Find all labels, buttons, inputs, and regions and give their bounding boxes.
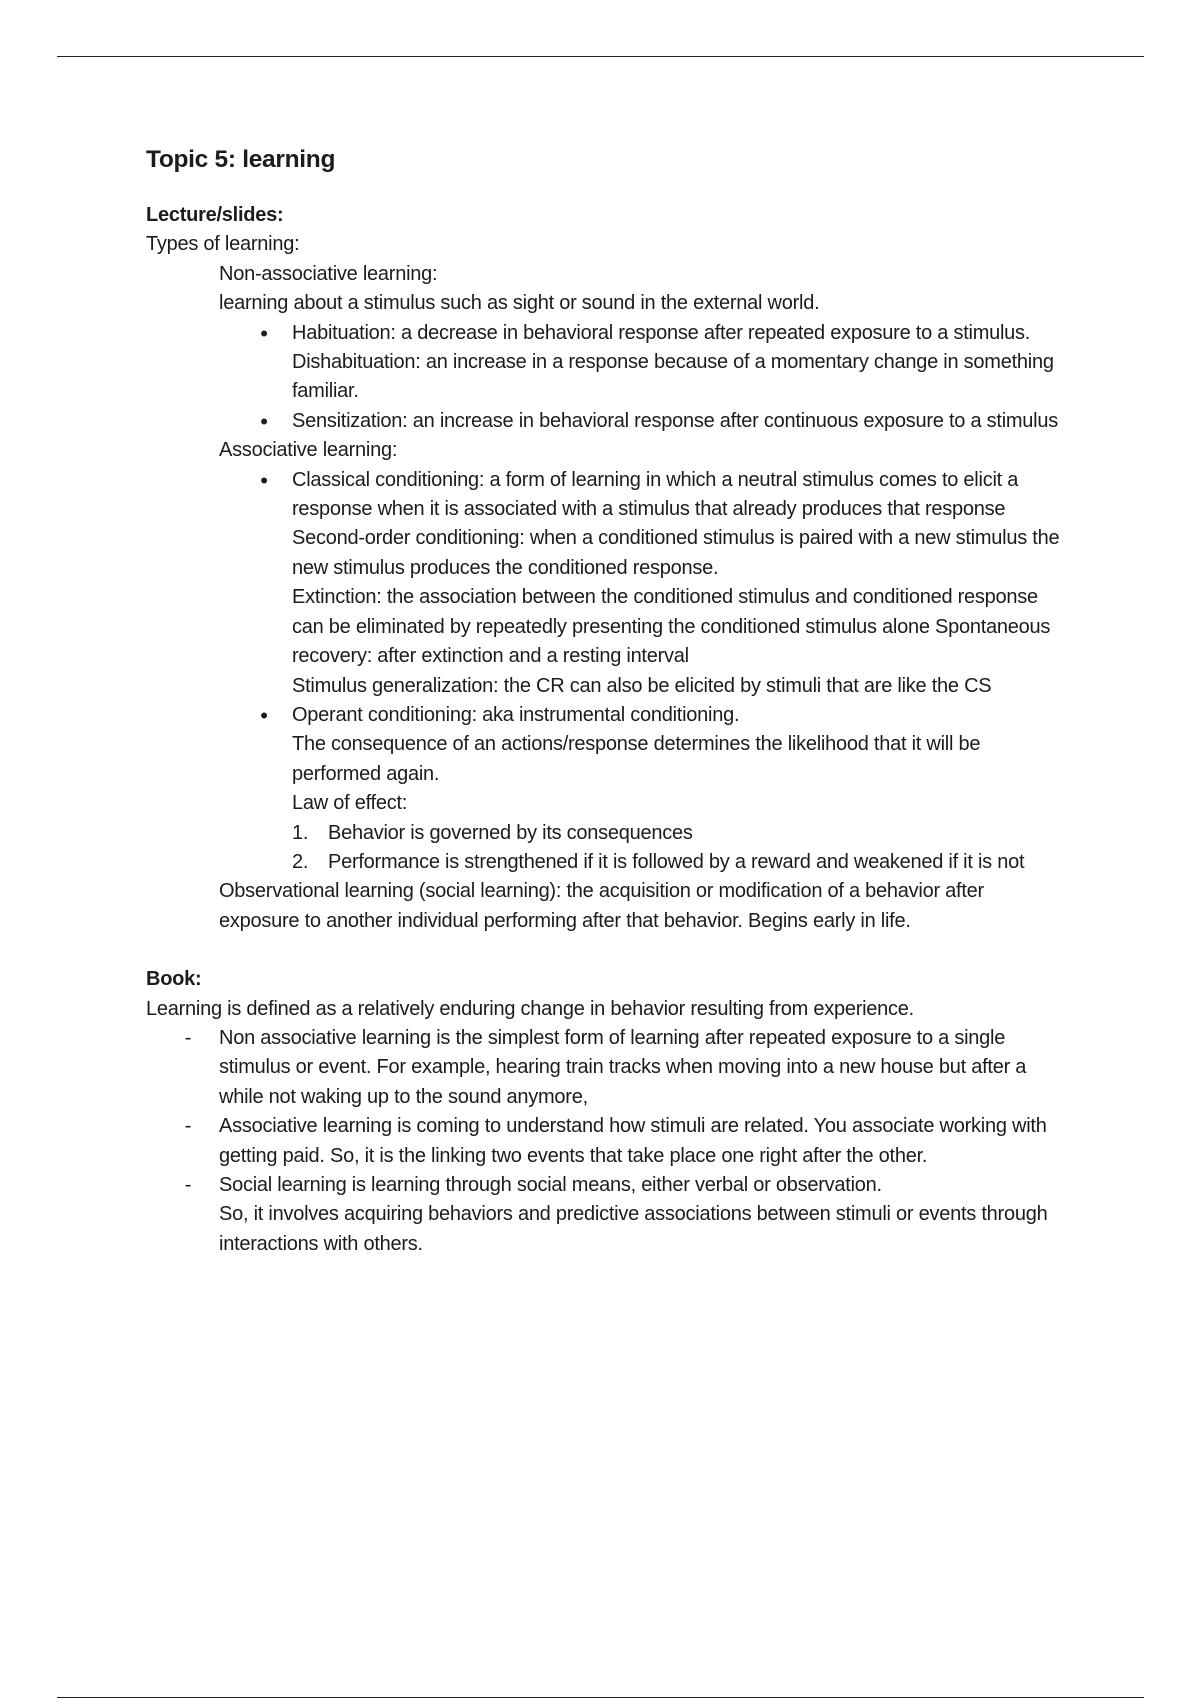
law-item-text: Performance is strengthened if it is followed by a reward and weakened if it is not [328, 850, 1025, 873]
list-item [260, 701, 1066, 819]
book-item-text: Social learning is learning through social means, either verbal or observation. [219, 1174, 882, 1196]
bullet-marker: • [260, 467, 268, 493]
number-marker: 1. [292, 821, 309, 844]
list-item [260, 407, 1066, 436]
dash-marker: - [184, 1115, 192, 1138]
generalization-text: Stimulus generalization: the CR can also be elicited by stimuli that are like the CS [292, 674, 992, 697]
types-label: Types of learning: [146, 233, 300, 256]
classical-conditioning-text: Classical conditioning: a form of learning in which a neutral stimulus comes to elicit a response when it is associated with a stimulus that already produces that response [292, 468, 1019, 521]
learning-definition: Learning is defined as a relatively enduring change in behavior resulting from experience. [146, 997, 914, 1020]
book-item-text: Non associative learning is the simplest form of learning after repeated exposure to a single stimulus or event. For example, hearing train tracks when moving into a new house but after a while not waking up to the sound anymore, [219, 1026, 1027, 1108]
list-item [184, 1024, 1066, 1112]
header-rule [57, 56, 1144, 57]
list-item [292, 819, 1066, 848]
associative-label: Associative learning: [219, 439, 398, 462]
law-item-text: Behavior is governed by its consequences [328, 821, 693, 844]
non-associative-label: Non-associative learning: [219, 262, 438, 285]
list-item [260, 319, 1066, 407]
footer-rule [57, 1697, 1144, 1698]
list-item [292, 848, 1066, 877]
operant-conditioning-text: Operant conditioning: aka instrumental conditioning. [292, 703, 740, 726]
non-associative-description: learning about a stimulus such as sight or sound in the external world. [219, 292, 820, 315]
dash-marker: - [184, 1026, 192, 1049]
number-marker: 2. [292, 850, 309, 873]
list-item [184, 1171, 1066, 1259]
consequence-text: The consequence of an actions/response determines the likelihood that it will be performed again. [292, 733, 981, 785]
habituation-text: Habituation: a decrease in behavioral response after repeated exposure to a stimulus. [292, 321, 1031, 344]
non-associative-list [146, 319, 1066, 437]
book-heading: Book: [146, 968, 202, 991]
sensitization-text: Sensitization: an increase in behavioral response after continuous exposure to a stimulus [292, 409, 1058, 432]
book-item-continuation: So, it involves acquiring behaviors and predictive associations between stimuli or events through interactions with others. [219, 1203, 1048, 1255]
section-spacer [146, 936, 1066, 965]
dash-marker: - [184, 1174, 192, 1196]
lecture-heading: Lecture/slides: [146, 204, 284, 226]
associative-list [146, 466, 1066, 819]
book-list [146, 1024, 1066, 1259]
observational-learning-text: Observational learning (social learning): the acquisition or modification of a behavior after exposure to another individual performing after that behavior. Begins early in life. [219, 880, 984, 932]
page-title: Topic 5: learning [146, 146, 336, 173]
bullet-marker: • [260, 702, 268, 728]
bullet-marker: • [260, 320, 268, 346]
dishabituation-text: Dishabituation: an increase in a response because of a momentary change in something familiar. [292, 351, 1054, 403]
law-of-effect-label: Law of effect: [292, 792, 408, 815]
law-of-effect-list [146, 819, 1066, 878]
bullet-marker: • [260, 408, 268, 434]
document-body [146, 144, 1066, 1259]
list-item [184, 1112, 1066, 1171]
extinction-text: Extinction: the association between the conditioned stimulus and conditioned response can be eliminated by repeatedly presenting the conditioned stimulus alone Spontaneous recovery: after extinction and a resting interval [292, 586, 1051, 668]
list-item [260, 466, 1066, 701]
book-item-text: Associative learning is coming to understand how stimuli are related. You associate working with getting paid. So, it is the linking two events that take place one right after the other. [219, 1115, 1047, 1167]
second-order-text: Second-order conditioning: when a conditioned stimulus is paired with a new stimulus the new stimulus produces the conditioned response. [292, 527, 1060, 579]
